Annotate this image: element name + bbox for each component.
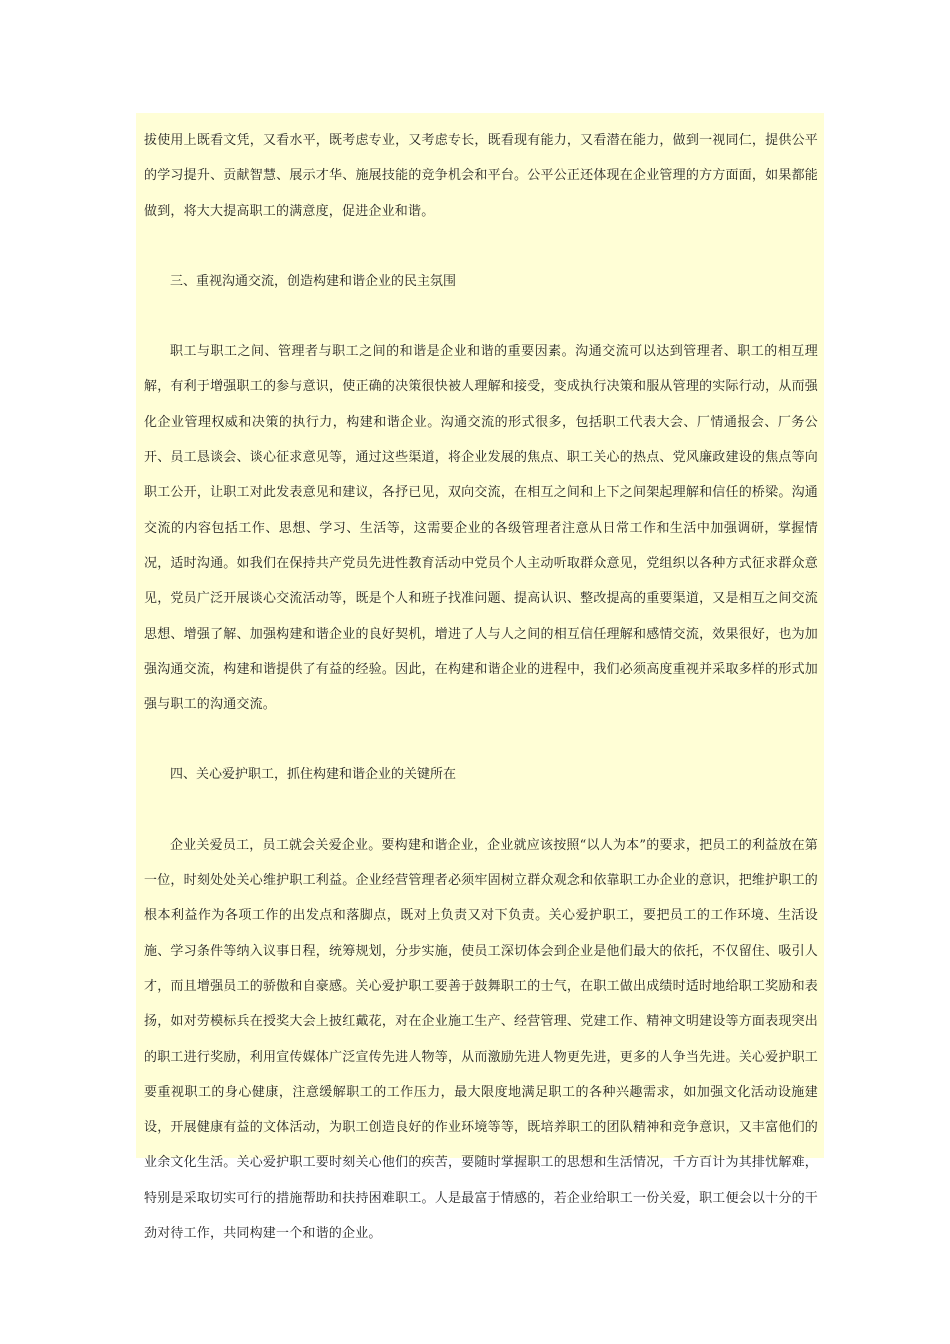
paragraph-care-for-employees: 企业关爱员工，员工就会关爱企业。要构建和谐企业，企业就应该按照“以人为本”的要求，把员工的利益放在第一位，时刻处处关心维护职工利益。企业经营管理者必须牢固树立群众观念和依靠职工办企业的意识，把维护职工的根本利益作为各项工作的出发点和落脚点，既对上负责又对下负责。关心爱护职工，要把员工的工作环境、生活设施、学习条件等纳入议事日程，统筹规划，分步实施，使员工深切体会到企业是他们最大的依托，不仅留住、吸引人才，而且增强员工的骄傲和自豪感。关心爱护职工要善于鼓舞职工的士气，在职工做出成绩时适时地给职工奖励和表扬，如对劳模标兵在授奖大会上披红戴花，对在企业施工生产、经营管理、党建工作、精神文明建设等方面表现突出的职工进行奖励，利用宣传媒体广泛宣传先进人物等，从而激励先进人物更先进，更多的人争当先进。关心爱护职工要重视职工的身心健康，注意缓解职工的工作压力，最大限度地满足职工的各种兴趣需求，如加强文化活动设施建设，开展健康有益的文体活动，为职工创造良好的作业环境等等，既培养职工的团队精神和竞争意识，又丰富他们的业余文化生活。关心爱护职工要时刻关心他们的疾苦，要随时掌握职工的思想和生活情况，千方百计为其排忧解难，特别是采取切实可行的措施帮助和扶持困难职工。人是最富于情感的，若企业给职工一份关爱，职工便会以十分的干劲对待工作，共同构建一个和谐的企业。 xyxy=(144,837,818,1242)
paragraph-communication: 职工与职工之间、管理者与职工之间的和谐是企业和谐的重要因素。沟通交流可以达到管理者、职工的相互理解，有利于增强职工的参与意识，使正确的决策很快被人理解和接受，变成执行决策和服从管理的实际行动，从而强化企业管理权威和决策的执行力，构建和谐企业。沟通交流的形式很多，包括职工代表大会、厂情通报会、厂务公开、员工恳谈会、谈心征求意见等，通过这些渠道，将企业发展的焦点、职工关心的热点、党风廉政建设的焦点等向职工公开，让职工对此发表意见和建议，各抒已见，双向交流，在相互之间和上下之间架起理解和信任的桥梁。沟通交流的内容包括工作、思想、学习、生活等，这需要企业的各级管理者注意从日常工作和生活中加强调研，掌握情况，适时沟通。如我们在保持共产党员先进性教育活动中党员个人主动听取群众意见，党组织以各种方式征求群众意见，党员广泛开展谈心交流活动等，既是个人和班子找准问题、提高认识、整改提高的重要渠道，又是相互之间交流思想、增强了解、加强构建和谐企业的良好契机，增进了人与人之间的相互信任理解和感情交流，效果很好，也为加强沟通交流，构建和谐提供了有益的经验。因此，在构建和谐企业的进程中，我们必须高度重视并采取多样的形式加强与职工的沟通交流。 xyxy=(144,344,818,713)
paragraph-spacer xyxy=(144,722,818,757)
paragraph-fairness-continued: 拔使用上既看文凭，又看水平，既考虑专业，又考虑专长，既看现有能力，又看潜在能力，做到一视同仁，提供公平的学习提升、贡献智慧、展示才华、施展技能的竞争机会和平台。公平公正还体现在企业管理的方方面面，如果都能做到，将大大提高职工的满意度，促进企业和谐。 xyxy=(144,133,818,219)
section-heading-3: 三、重视沟通交流，创造构建和谐企业的民主氛围 xyxy=(170,273,457,289)
section-heading-4: 四、关心爱护职工，抓住构建和谐企业的关键所在 xyxy=(170,767,457,783)
paragraph-spacer xyxy=(144,229,818,264)
paragraph-spacer xyxy=(144,793,818,828)
paragraph-spacer xyxy=(144,299,818,334)
highlighted-content-block xyxy=(136,113,824,1242)
